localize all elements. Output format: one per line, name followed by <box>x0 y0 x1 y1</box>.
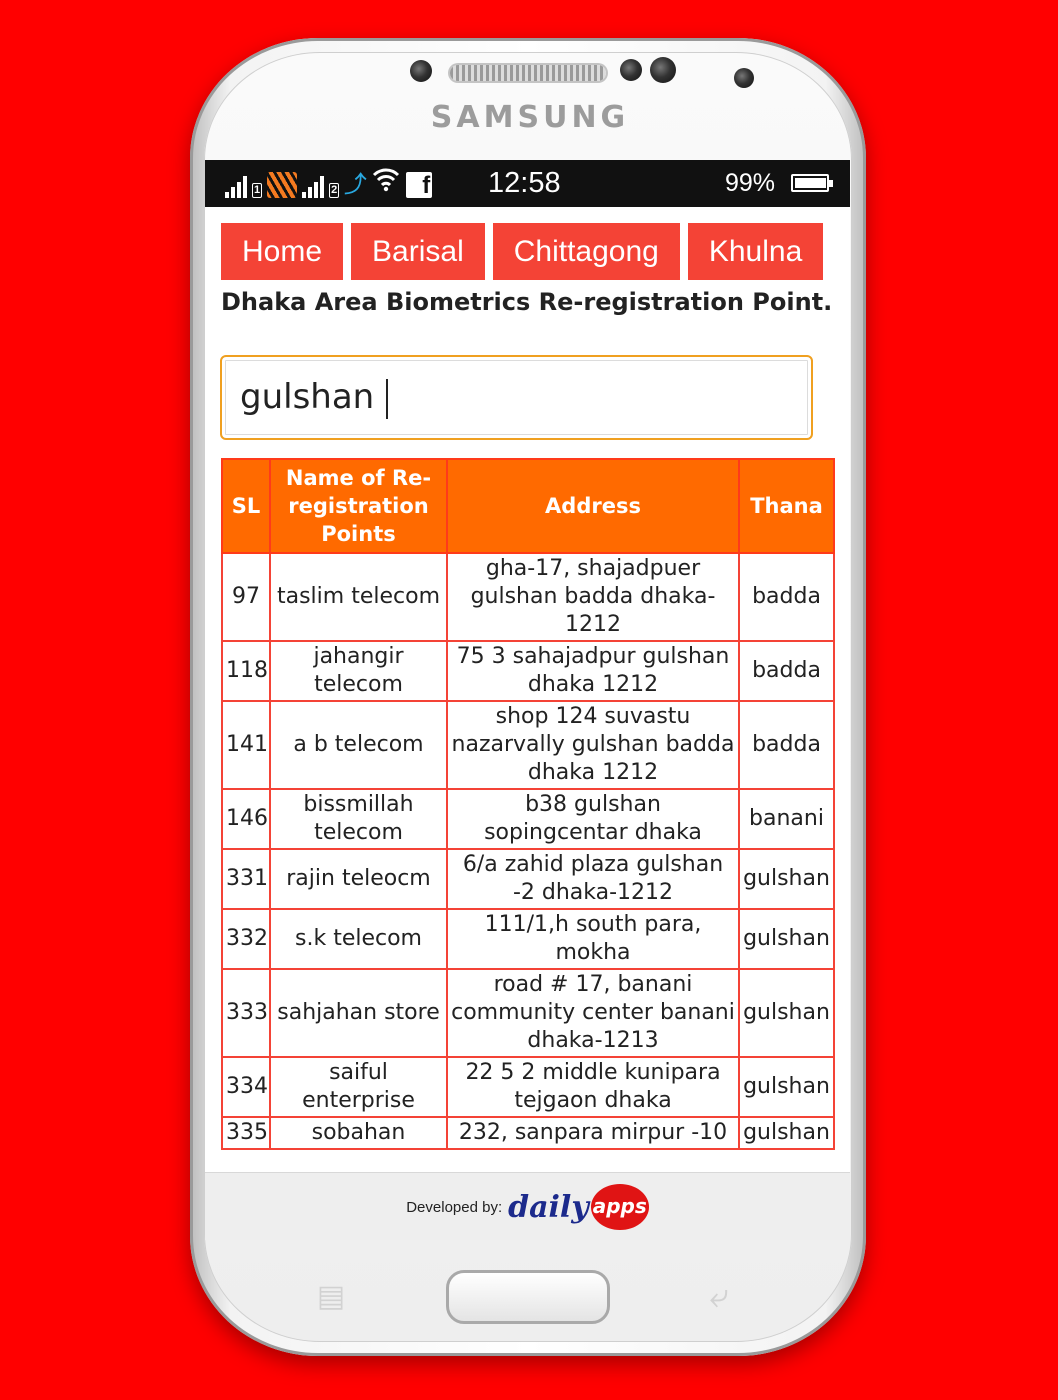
sim2-icon: 2 <box>331 184 338 196</box>
cell-name: taslim telecom <box>270 553 447 641</box>
cell-thana: gulshan <box>739 909 834 969</box>
table-header-row <box>222 459 834 553</box>
cell-address: 111/1,h south para, mokha <box>447 909 739 969</box>
page-title: Dhaka Area Biometrics Re-registration Point. <box>221 288 833 316</box>
cell-address: 22 5 2 middle kunipara tejgaon dhaka <box>447 1057 739 1117</box>
dailyapps-logo-badge: apps <box>591 1184 649 1230</box>
table-row <box>222 849 834 909</box>
camera-lens-icon <box>734 68 754 88</box>
cell-sl: 332 <box>222 909 270 969</box>
home-button[interactable] <box>446 1270 610 1324</box>
clock: 12:58 <box>488 167 561 199</box>
table-row <box>222 701 834 789</box>
gp-logo-icon: ⤴ <box>344 172 367 197</box>
table-row <box>222 909 834 969</box>
device-brand: SAMSUNG <box>430 100 630 135</box>
cell-address: b38 gulshan sopingcentar dhaka <box>447 789 739 849</box>
dailyapps-logo-text: daily <box>508 1189 589 1225</box>
light-sensor-icon <box>620 59 642 81</box>
cell-sl: 97 <box>222 553 270 641</box>
tab-home[interactable]: Home <box>221 223 343 280</box>
cell-address: 75 3 sahajadpur gulshan dhaka 1212 <box>447 641 739 701</box>
header-thana: Thana <box>739 459 834 553</box>
cell-sl: 331 <box>222 849 270 909</box>
header-name: Name of Re-registration Points <box>270 459 447 553</box>
signal-icon <box>225 174 247 198</box>
cell-thana: badda <box>739 641 834 701</box>
cell-name: saiful enterprise <box>270 1057 447 1117</box>
cell-thana: gulshan <box>739 1117 834 1149</box>
cell-name: bissmillah telecom <box>270 789 447 849</box>
front-camera-icon <box>650 57 676 83</box>
cell-thana: gulshan <box>739 849 834 909</box>
cell-sl: 335 <box>222 1117 270 1149</box>
carrier-logo-icon <box>267 172 297 198</box>
app-screen <box>205 160 850 1240</box>
cell-name: s.k telecom <box>270 909 447 969</box>
cell-sl: 334 <box>222 1057 270 1117</box>
table-row <box>222 1057 834 1117</box>
cell-sl: 141 <box>222 701 270 789</box>
cell-address: gha-17, shajadpuer gulshan badda dhaka-1212 <box>447 553 739 641</box>
developed-by-label: Developed by: <box>406 1198 503 1216</box>
battery-icon <box>791 174 829 192</box>
cell-address: shop 124 suvastu nazarvally gulshan badda dhaka 1212 <box>447 701 739 789</box>
cell-address: 6/a zahid plaza gulshan -2 dhaka-1212 <box>447 849 739 909</box>
battery-percent: 99% <box>725 169 776 197</box>
table-row <box>222 1117 834 1149</box>
table-row <box>222 789 834 849</box>
results-table <box>221 458 835 1150</box>
cell-name: sahjahan store <box>270 969 447 1057</box>
cell-thana: banani <box>739 789 834 849</box>
proximity-sensor-icon <box>410 60 432 82</box>
text-caret <box>386 379 388 419</box>
facebook-icon: f <box>406 172 432 198</box>
cell-sl: 118 <box>222 641 270 701</box>
district-tabs <box>221 223 823 280</box>
table-row <box>222 641 834 701</box>
earpiece-speaker <box>450 65 606 81</box>
cell-name: sobahan <box>270 1117 447 1149</box>
cell-name: jahangir telecom <box>270 641 447 701</box>
cell-thana: gulshan <box>739 969 834 1057</box>
cell-address: road # 17, banani community center banani dhaka-1213 <box>447 969 739 1057</box>
status-bar <box>205 160 850 207</box>
developer-footer[interactable] <box>205 1172 850 1240</box>
back-key-icon[interactable]: ⤶ <box>709 1277 729 1315</box>
cell-address: 232, sanpara mirpur -10 <box>447 1117 739 1149</box>
tab-barisal[interactable]: Barisal <box>351 223 485 280</box>
cell-sl: 333 <box>222 969 270 1057</box>
wifi-icon <box>371 166 401 198</box>
search-input[interactable] <box>230 365 810 429</box>
search-box[interactable] <box>220 355 813 440</box>
table-row <box>222 969 834 1057</box>
cell-name: a b telecom <box>270 701 447 789</box>
cell-sl: 146 <box>222 789 270 849</box>
signal-icon <box>302 174 324 198</box>
menu-key-icon[interactable]: ▤ <box>316 1280 346 1313</box>
header-sl: SL <box>222 459 270 553</box>
cell-name: rajin teleocm <box>270 849 447 909</box>
table-row <box>222 553 834 641</box>
cell-thana: badda <box>739 701 834 789</box>
cell-thana: badda <box>739 553 834 641</box>
sim1-icon: 1 <box>254 184 261 196</box>
tab-khulna[interactable]: Khulna <box>688 223 823 280</box>
cell-thana: gulshan <box>739 1057 834 1117</box>
status-icons <box>225 170 432 198</box>
header-address: Address <box>447 459 739 553</box>
tab-chittagong[interactable]: Chittagong <box>493 223 680 280</box>
